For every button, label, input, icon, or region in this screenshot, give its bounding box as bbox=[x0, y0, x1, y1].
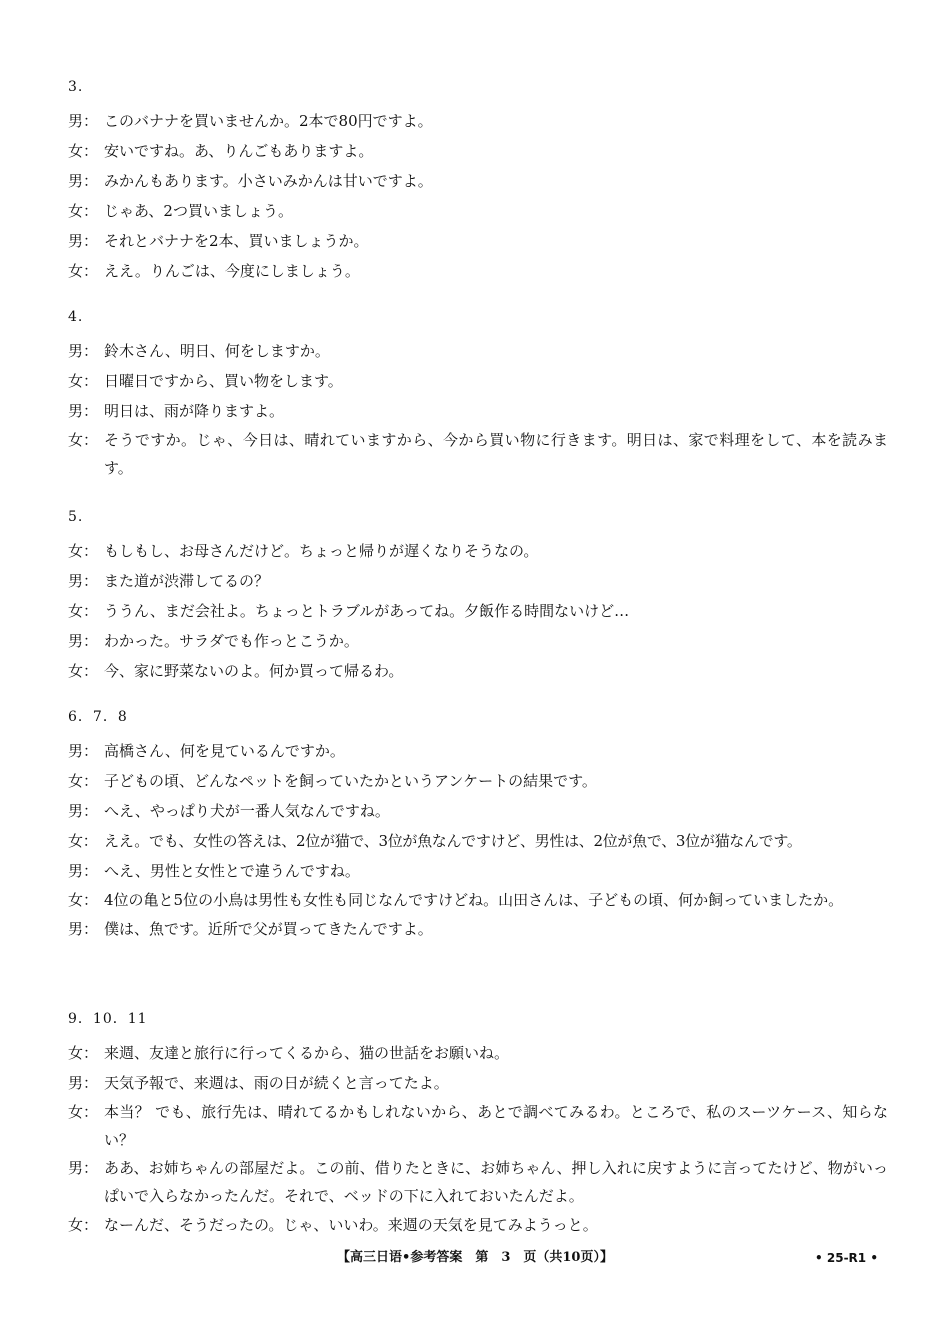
dialogue-line bbox=[68, 796, 888, 826]
speech: 4位の亀と5位の小鳥は男性も女性も同じなんですけどね。山田さんは、子どもの頃、何か飼っていましたか。 bbox=[104, 891, 844, 909]
dialogue-line bbox=[68, 336, 888, 366]
section-9-10-11 bbox=[68, 1008, 888, 1240]
page-footer bbox=[0, 1246, 950, 1270]
speaker: 男： bbox=[68, 232, 99, 250]
dialogue-line bbox=[68, 1210, 888, 1240]
dialogue-line bbox=[68, 366, 888, 396]
speaker: 女： bbox=[68, 832, 98, 850]
speaker: 女： bbox=[68, 602, 99, 620]
dialogue-line bbox=[68, 196, 888, 226]
speech: 天気予報で、来週は、雨の日が続くと言ってたよ。 bbox=[104, 1074, 449, 1092]
dialogue-line bbox=[68, 914, 888, 944]
speech: わかった。サラダでも作っとこうか。 bbox=[104, 632, 359, 650]
speech: 僕は、魚です。近所で父が買ってきたんですよ。 bbox=[104, 920, 433, 938]
dialogue-line bbox=[68, 626, 888, 656]
dialogue-line bbox=[68, 596, 888, 626]
speech: へえ、やっぱり犬が一番人気なんですね。 bbox=[104, 802, 390, 820]
speaker: 女： bbox=[68, 262, 99, 280]
section-label: 5. bbox=[68, 509, 84, 525]
speaker: 男： bbox=[68, 402, 99, 420]
speaker: 女： bbox=[68, 372, 99, 390]
speaker: 女： bbox=[68, 431, 99, 449]
section-label: 6．7．8 bbox=[68, 709, 128, 725]
dialogue-line bbox=[68, 106, 888, 136]
speaker: 男： bbox=[68, 742, 99, 760]
dialogue-line bbox=[68, 256, 888, 286]
speech: 鈴木さん、明日、何をしますか。 bbox=[104, 342, 330, 360]
speaker: 女： bbox=[68, 772, 99, 790]
section-label: 9．10．11 bbox=[68, 1011, 148, 1027]
dialogue-line bbox=[68, 396, 888, 426]
speech: ええ。りんごは、今度にしましょう。 bbox=[104, 262, 360, 280]
dialogue-line bbox=[68, 736, 888, 766]
speaker: 男： bbox=[68, 342, 99, 360]
speaker: 女： bbox=[68, 542, 99, 560]
speech: 本当？ でも、旅行先は、晴れてるかもしれないから、あとで調べてみるわ。ところで、私のスーツケース、知らない？ bbox=[104, 1103, 888, 1149]
dialogue-line bbox=[68, 1154, 888, 1210]
speaker: 女： bbox=[68, 1103, 99, 1121]
footer-exam-code: • 25-R1 • bbox=[815, 1251, 878, 1265]
speech: 安いですね。あ、りんごもありますよ。 bbox=[104, 142, 374, 160]
speech: 来週、友達と旅行に行ってくるから、猫の世話をお願いね。 bbox=[104, 1044, 510, 1062]
section-5 bbox=[68, 506, 888, 686]
dialogue-line bbox=[68, 826, 888, 856]
dialogue-line bbox=[68, 136, 888, 166]
speech: じゃあ、2つ買いましょう。 bbox=[104, 202, 293, 220]
speech: 今、家に野菜ないのよ。何か買って帰るわ。 bbox=[104, 662, 404, 680]
dialogue-line bbox=[68, 166, 888, 196]
speaker: 男： bbox=[68, 172, 99, 190]
speaker: 男： bbox=[68, 632, 99, 650]
speaker: 男： bbox=[68, 920, 99, 938]
speaker: 男： bbox=[68, 112, 99, 130]
speech: それとバナナを2本、買いましょうか。 bbox=[104, 232, 369, 250]
dialogue-line bbox=[68, 566, 888, 596]
speech: 子どもの頃、どんなペットを飼っていたかというアンケートの結果です。 bbox=[104, 772, 597, 790]
speech: みかんもあります。小さいみかんは甘いですよ。 bbox=[104, 172, 433, 190]
dialogue-line bbox=[68, 1038, 888, 1068]
speech: なーんだ、そうだったの。じゃ、いいわ。来週の天気を見てみようっと。 bbox=[104, 1216, 598, 1234]
speaker: 女： bbox=[68, 1216, 99, 1234]
speech: また道が渋滞してるの？ bbox=[104, 572, 270, 590]
speaker: 女： bbox=[68, 662, 99, 680]
section-3 bbox=[68, 76, 888, 286]
speech: もしもし、お母さんだけど。ちょっと帰りが遅くなりそうなの。 bbox=[104, 542, 539, 560]
section-6-7-8 bbox=[68, 706, 888, 944]
speech: 明日は、雨が降りますよ。 bbox=[104, 402, 285, 420]
speaker: 男： bbox=[68, 1074, 99, 1092]
speech: ううん、まだ会社よ。ちょっとトラブルがあってね。夕飯作る時間ないけど… bbox=[104, 602, 630, 620]
dialogue-line bbox=[68, 1068, 888, 1098]
section-label: 4. bbox=[68, 309, 84, 325]
speech: へえ、男性と女性とで違うんですね。 bbox=[104, 862, 360, 880]
footer-page-info: 【高三日语•参考答案 第 3 页（共10页）】 bbox=[337, 1250, 613, 1265]
dialogue-line bbox=[68, 1098, 888, 1154]
speaker: 女： bbox=[68, 1044, 99, 1062]
speaker: 女： bbox=[68, 891, 99, 909]
section-label: 3. bbox=[68, 79, 84, 95]
dialogue-line bbox=[68, 886, 888, 914]
speech: 日曜日ですから、買い物をします。 bbox=[104, 372, 343, 390]
speaker: 女： bbox=[68, 142, 99, 160]
speech: このバナナを買いませんか。2本で80円ですよ。 bbox=[104, 112, 433, 130]
speaker: 女： bbox=[68, 202, 99, 220]
speech: 高橋さん、何を見ているんですか。 bbox=[104, 742, 345, 760]
dialogue-line bbox=[68, 656, 888, 686]
dialogue-line bbox=[68, 536, 888, 566]
speech: ああ、お姉ちゃんの部屋だよ。この前、借りたときに、お姉ちゃん、押し入れに戻すように言ってたけど、物がいっぱいで入らなかったんだ。それで、ベッドの下に入れておいたんだよ。 bbox=[104, 1159, 888, 1205]
dialogue-line bbox=[68, 856, 888, 886]
speaker: 男： bbox=[68, 572, 99, 590]
speech: そうですか。じゃ、今日は、晴れていますから、今から買い物に行きます。明日は、家で料理をして、本を読みます。 bbox=[104, 431, 888, 477]
speaker: 男： bbox=[68, 802, 99, 820]
speaker: 男： bbox=[68, 1159, 99, 1177]
dialogue-line bbox=[68, 766, 888, 796]
speaker: 男： bbox=[68, 862, 99, 880]
dialogue-line bbox=[68, 426, 888, 482]
dialogue-line bbox=[68, 226, 888, 256]
speech: ええ。でも、女性の答えは、2位が猫で、3位が魚なんですけど、男性は、2位が魚で、3位が猫なんです。 bbox=[104, 832, 802, 850]
section-4 bbox=[68, 306, 888, 482]
